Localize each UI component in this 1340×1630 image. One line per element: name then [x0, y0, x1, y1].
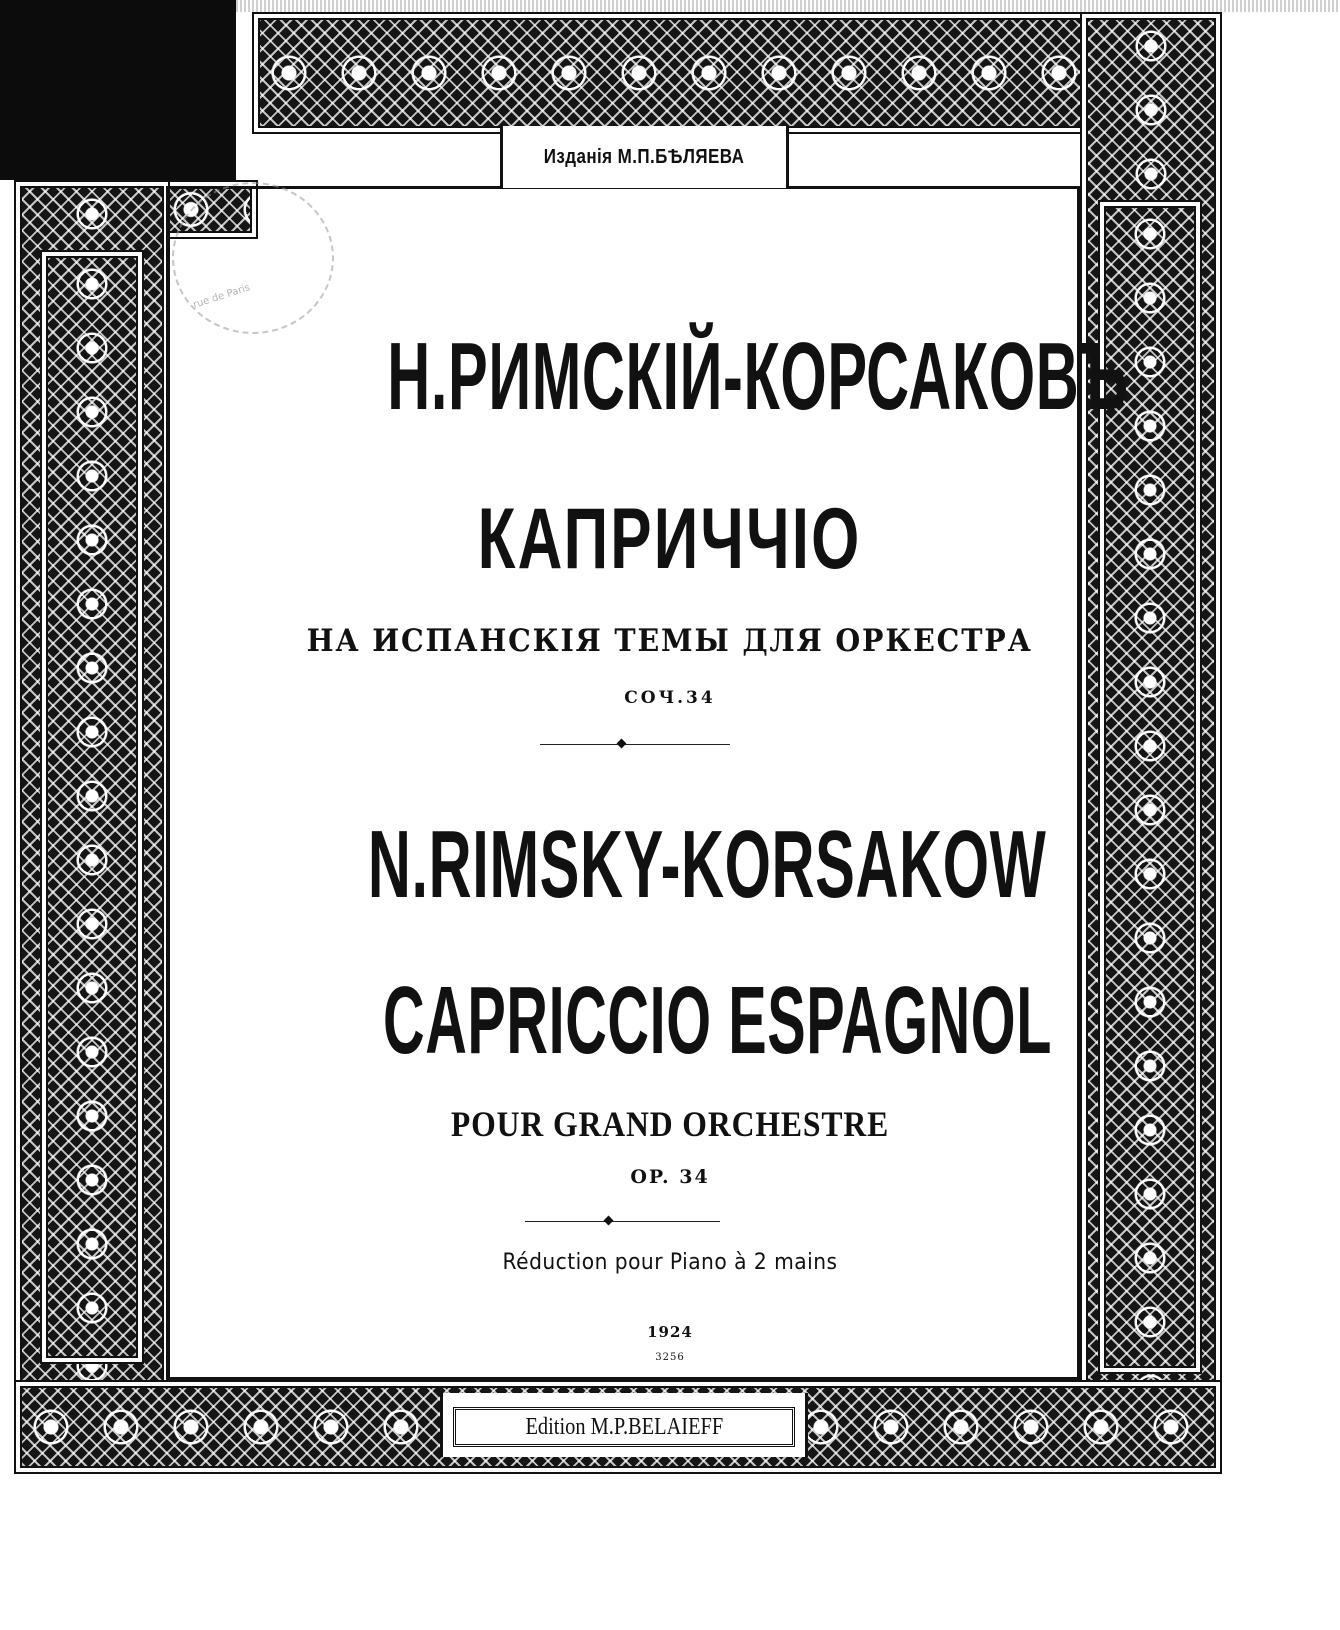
opus-ru — [160, 688, 1180, 716]
subtitle-en — [160, 1103, 1180, 1147]
bottom-cartouche — [440, 1393, 808, 1457]
plate-number — [160, 1345, 1180, 1363]
arrangement-note — [160, 1250, 1180, 1286]
composer-en — [160, 810, 1180, 920]
library-stamp — [172, 182, 334, 334]
subtitle-en-text: POUR GRAND ORCHESTRE — [450, 1104, 890, 1144]
composer-ru-text: Н.РИМСКІЙ-КОРСАКОВЪ — [387, 323, 1129, 430]
work-title-en — [160, 966, 1180, 1076]
plate-number-text: 3256 — [655, 1352, 685, 1363]
divider-line — [540, 744, 730, 745]
composer-en-text: N.RIMSKY-KORSAKOW — [367, 811, 1047, 918]
frame-top-band — [252, 12, 1222, 134]
work-title-en-text: CAPRICCIO ESPAGNOL — [382, 967, 1052, 1074]
scan-grain-top — [236, 0, 1340, 12]
top-cartouche — [500, 126, 789, 188]
publisher-ru: Изданія М.П.БѢЛЯЕВА — [544, 145, 745, 168]
library-stamp-text: rue de Paris — [191, 282, 252, 311]
year-text: 1924 — [647, 1323, 693, 1341]
opus-ru-text: СОЧ.34 — [624, 688, 716, 708]
work-title-ru — [160, 490, 1180, 590]
work-title-ru-text: КАПРИЧЧІО — [478, 491, 862, 587]
opus-en-text: OP. 34 — [630, 1166, 710, 1188]
opus-en — [160, 1166, 1180, 1194]
publication-year — [160, 1322, 1180, 1344]
arrangement-text: Réduction pour Piano à 2 mains — [502, 1250, 838, 1275]
publisher-en: Edition M.P.BELAIEFF — [525, 1413, 723, 1440]
subtitle-ru-text: НА ИСПАНСКІЯ ТЕМЫ ДЛЯ ОРКЕСТРА — [306, 623, 1034, 659]
frame-left-ornament-column — [40, 250, 144, 1364]
divider-line — [525, 1221, 720, 1222]
publisher-label-box — [453, 1407, 795, 1447]
composer-ru — [160, 322, 1180, 432]
scan-shadow-corner — [0, 0, 236, 180]
subtitle-ru — [160, 623, 1180, 667]
